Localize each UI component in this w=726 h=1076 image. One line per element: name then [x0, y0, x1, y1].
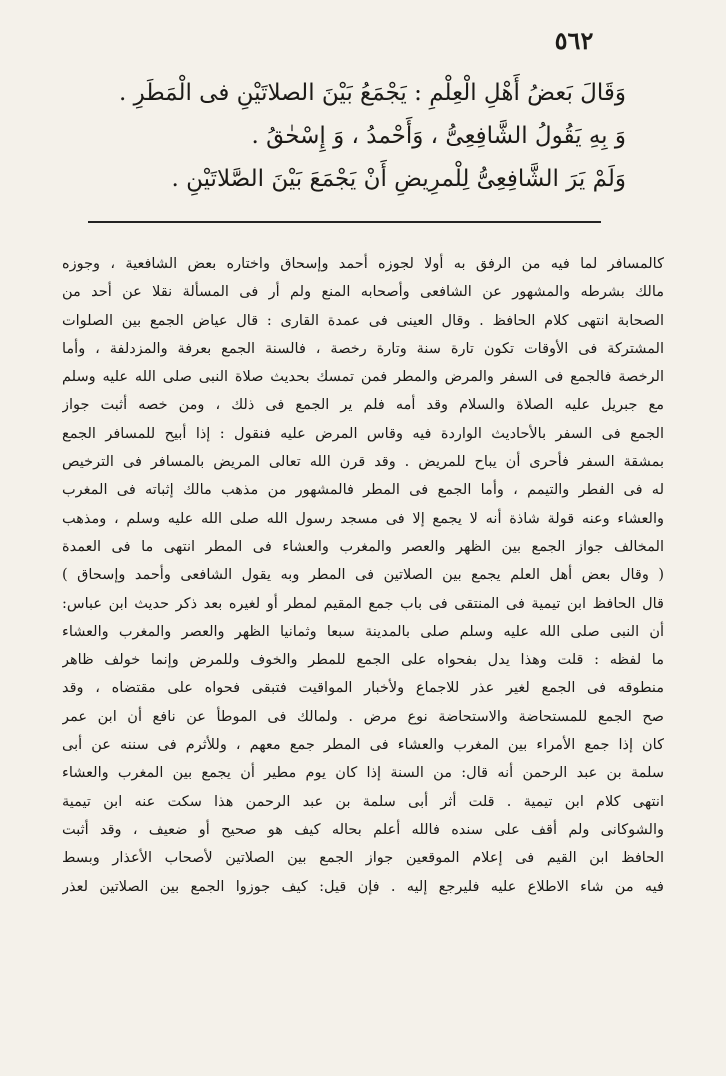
main-text-line: وَلَمْ يَرَ الشَّافِعِىُّ لِلْمرِيضِ أَنْ يَجْمَعَ بَيْنَ الصَّلاتَيْنِ . [171, 166, 626, 192]
main-text-line: وَ بِهِ يَقُولُ الشَّافِعِىُّ ، وَأَحْمدُ ، وَ إِسْحٰقُ . [251, 123, 626, 149]
commentary-line: الحافظ ابن القيم فى إعلام الموقعين جواز الجمع بين الصلاتين لأصحاب الأعذار وبسط [62, 850, 664, 867]
commentary-line: منطوقه فى الجمع لغير عذر للاجماع ولأخبار المواقيت فتبقى فحواه على مقتضاه ، وقد [62, 680, 664, 697]
commentary-line: الرخصة فالجمع فى السفر والمرض والمطر فمن تمسك بحديث صلاة النبى صلى الله عليه وسلم [62, 369, 664, 386]
commentary-line: كالمسافر لما فيه من الرفق به أولا لجوزه أحمد وإسحاق واختاره بعض الشافعية ، وجوزه [62, 256, 664, 272]
commentary-line: قال الحافظ ابن تيمية فى المنتقى فى باب جمع المقيم لمطر أو لغيره بعد ذكر حديث ابن عباس: [62, 595, 664, 612]
commentary-line: أن النبى صلى الله عليه وسلم صلى بالمدينة سبعا وثمانيا الظهر والعصر والمغرب والعشاء [62, 623, 664, 640]
commentary-line: الجمع فى السفر بالأحاديث الواردة فيه وقاس المرض عليه فنقول : إذا أبيح للمسافر الجمع [62, 425, 664, 442]
section-divider [88, 221, 601, 223]
commentary-line: بمشقة السفر فأحرى أن يباح للمريض . وقد قرن الله تعالى المريض بالمسافر فى الترخيص [62, 454, 664, 471]
commentary-line: المشتركة فى الأوقات تكون تارة سنة وتارة رخصة ، فالسنة الجمع بعرفة والمزدلفة ، وأما [62, 340, 664, 357]
commentary-line: مع جبريل عليه الصلاة والسلام وقد أمه فلم ير الجمع فى ذلك ، ومن خصه أثبت جواز [62, 397, 664, 414]
commentary-text [62, 250, 664, 901]
commentary-line: ( وقال بعض أهل العلم يجمع بين الصلاتين فى المطر وبه يقول الشافعى وأحمد وإسحاق ) [62, 567, 664, 584]
commentary-line: سلمة بن عبد الرحمن أنه قال: من السنة إذا كان يوم مطير أن يجمع بين المغرب والعشاء [62, 765, 664, 782]
commentary-line: مالك بشرطه والمشهور عن الشافعى وأصحابه المنع ولم أر فى المسألة نقلا عن أحد من [62, 284, 664, 301]
main-text-line: وَقَالَ بَعضُ أَهْلِ الْعِلْمِ : يَجْمَعُ بَيْنَ الصلاتَيْنِ فى الْمَطَرِ . [119, 80, 626, 106]
main-text [86, 72, 626, 201]
commentary-line: ما لفظه : قلت وهذا يدل بفحواه على الجمع للمطر والخوف وللمرض وإنما خولف ظاهر [62, 652, 664, 669]
commentary-line: انتهى كلام ابن تيمية . قلت أثر أبى سلمة بن عبد الرحمن هذا سكت عنه ابن تيمية [62, 793, 664, 810]
commentary-line: له فى الفطر والتيمم ، وأما الجمع فى المطر فالمشهور من مذهب مالك إثباته فى المغرب [62, 482, 664, 499]
commentary-line: المخالف جواز الجمع بين الظهر والعصر والمغرب والعشاء فى المطر انتهى ما فى العمدة [62, 538, 664, 555]
commentary-line: الصحابة انتهى كلام الحافظ . وقال العينى فى عمدة القارى : قال عياض الجمع بين الصلوات [62, 312, 664, 329]
commentary-line: فيه من شاء الاطلاع عليه فليرجع إليه . فإن قيل: كيف جوزوا الجمع بين الصلاتين لعذر [62, 878, 664, 895]
page-number: ٥٦٢ [554, 26, 594, 55]
commentary-line: كان إذا جمع الأمراء بين المغرب والعشاء فى المطر جمع معهم ، وللأثرم فى سننه عن أبى [62, 737, 664, 754]
commentary-line: والعشاء وعنه قولة شاذة أنه لا يجمع إلا فى مسجد رسول الله صلى الله عليه وسلم ، ومذهب [62, 510, 664, 527]
commentary-line: والشوكانى ولم أقف على سنده فالله أعلم بحاله كيف هو صحيح أو ضعيف ، وقد أثبت [62, 821, 664, 838]
commentary-line: صح الجمع للمستحاضة والاستحاضة نوع مرض . ولمالك فى الموطأ عن نافع أن ابن عمر [62, 708, 664, 725]
